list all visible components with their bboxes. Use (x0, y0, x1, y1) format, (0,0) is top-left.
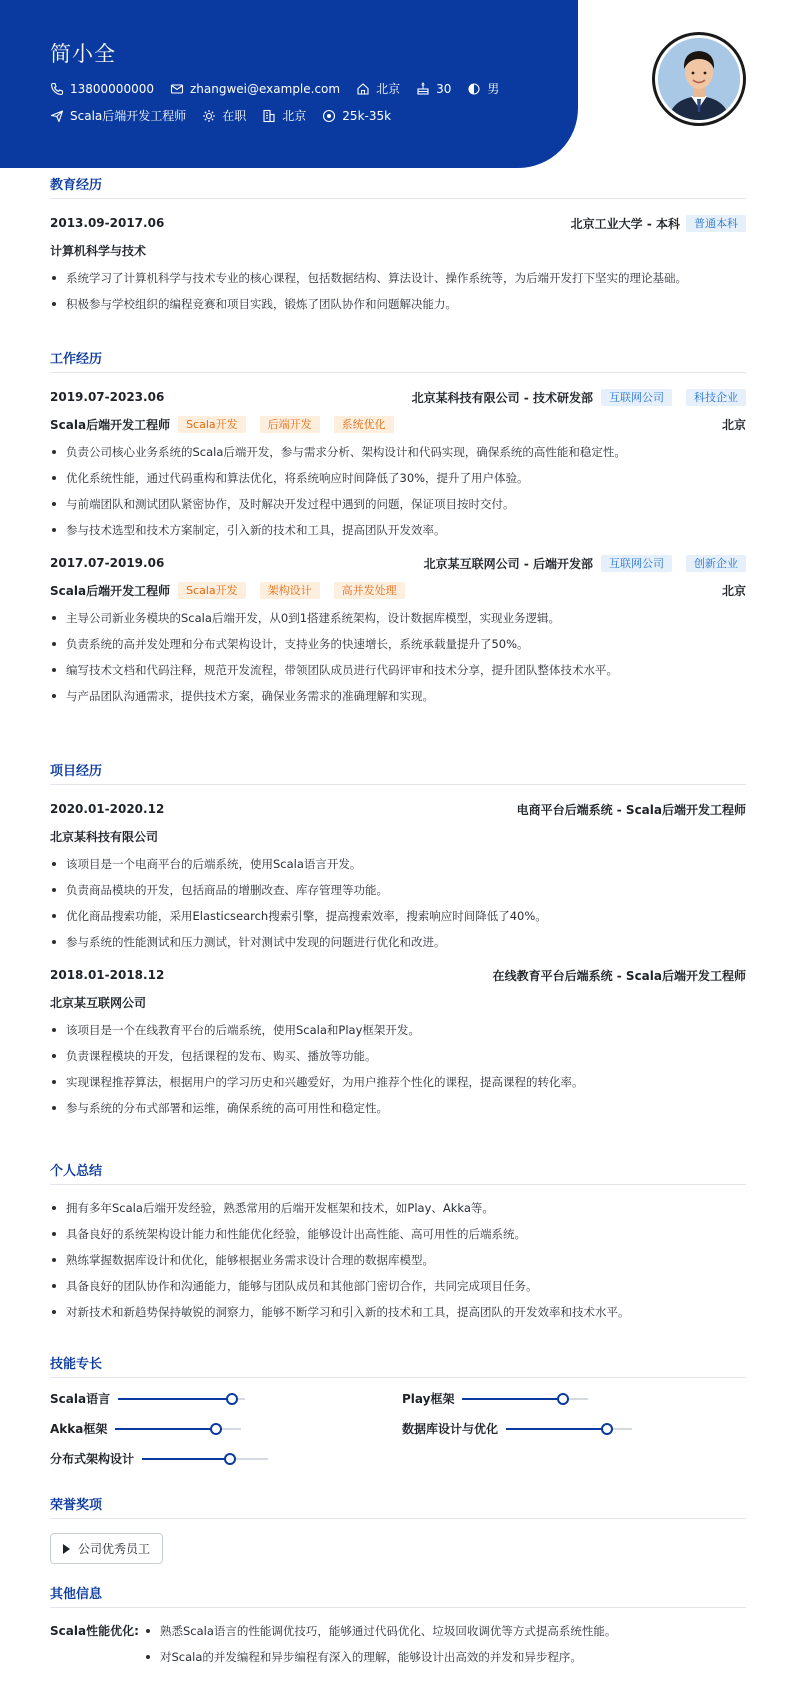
salary-text: 25k-35k (342, 108, 392, 123)
work-bullets (50, 605, 746, 709)
list-item: 具备良好的团队协作和沟通能力，能够与团队成员和其他部门密切合作，共同完成项目任务。 (50, 1273, 746, 1299)
send-icon (50, 109, 64, 123)
phone-item (50, 82, 154, 96)
role-name: Scala后端开发工程师 (50, 583, 171, 598)
project-bullets (50, 851, 746, 955)
section-title: 其他信息 (50, 1583, 746, 1608)
skill-fill (115, 1428, 216, 1430)
company-tag: 科技企业 (686, 389, 746, 406)
work-city-item (262, 107, 306, 124)
coin-icon (322, 109, 336, 123)
education-entry (50, 213, 746, 317)
list-item: 负责系统的高并发处理和分布式架构设计，支持业务的快速增长，系统承载量提升了50%。 (50, 631, 746, 657)
skill-knob (226, 1393, 238, 1405)
list-item: 负责课程模块的开发，包括课程的发布、购买、播放等功能。 (50, 1043, 746, 1069)
skill-bar (118, 1398, 245, 1400)
list-item: 拥有多年Scala后端开发经验，熟悉常用的后端开发框架和技术，如Play、Akka等。 (50, 1195, 746, 1221)
list-item: 具备良好的系统架构设计能力和性能优化经验，能够设计出高性能、高可用性的后端系统。 (50, 1221, 746, 1247)
job-title-text: Scala后端开发工程师 (70, 109, 187, 123)
work-period: 2017.07-2019.06 (50, 556, 165, 570)
list-item: 系统学习了计算机科学与技术专业的核心课程，包括数据结构、算法设计、操作系统等，为后端开发打下坚实的理论基础。 (50, 265, 746, 291)
skill-tag: Scala开发 (178, 582, 246, 599)
gender-icon (467, 82, 481, 96)
project-company: 北京某互联网公司 (50, 995, 147, 1010)
skill-item (50, 1420, 241, 1437)
avatar (652, 32, 746, 126)
skill-item (402, 1420, 632, 1437)
work-city: 北京 (721, 417, 746, 432)
project-company: 北京某科技有限公司 (50, 829, 159, 844)
status-text: 在职 (222, 109, 247, 123)
list-item: 该项目是一个电商平台的后端系统，使用Scala语言开发。 (50, 851, 746, 877)
work-entry (50, 553, 746, 709)
summary-bullets (50, 1195, 746, 1325)
list-item: 实现课程推荐算法，根据用户的学习历史和兴趣爱好，为用户推荐个性化的课程，提高课程的转化率。 (50, 1069, 746, 1095)
major-name: 计算机科学与技术 (50, 243, 147, 258)
skill-tag: 架构设计 (260, 582, 320, 599)
company-name: 北京某互联网公司 - 后端开发部 (423, 556, 593, 571)
avatar-photo (658, 38, 740, 120)
skills-grid (50, 1378, 746, 1478)
skill-tag: 系统优化 (334, 416, 394, 433)
job-title-item (50, 107, 186, 124)
list-item: 主导公司新业务模块的Scala后端开发，从0到1搭建系统架构，设计数据库模型，实现业务逻辑。 (50, 605, 746, 631)
skill-item (50, 1390, 245, 1407)
company-tag: 互联网公司 (601, 389, 672, 406)
list-item: 编写技术文档和代码注释，规范开发流程，带领团队成员进行代码评审和技术分享，提升团队整体技术水平。 (50, 657, 746, 683)
skill-knob (224, 1453, 236, 1465)
skill-tag: Scala开发 (178, 416, 246, 433)
job-row (50, 107, 407, 124)
education-bullets (50, 265, 746, 317)
candidate-name: 简小全 (50, 42, 116, 66)
list-item: 参与技术选型和技术方案制定，引入新的技术和工具，提高团队开发效率。 (50, 517, 746, 543)
skill-bar (115, 1428, 241, 1430)
list-item: 对Scala的并发编程和异步编程有深入的理解，能够设计出高效的并发和异步程序。 (144, 1644, 616, 1670)
list-item: 熟悉Scala语言的性能调优技巧，能够通过代码优化、垃圾回收调优等方式提高系统性能。 (144, 1618, 616, 1644)
list-item: 参与系统的性能测试和压力测试，针对测试中发现的问题进行优化和改进。 (50, 929, 746, 955)
list-item: 与产品团队沟通需求，提供技术方案，确保业务需求的准确理解和实现。 (50, 683, 746, 709)
skill-tag: 后端开发 (260, 416, 320, 433)
company-name: 北京某科技有限公司 - 技术研发部 (411, 390, 593, 405)
home-icon (356, 82, 370, 96)
skill-bar (462, 1398, 588, 1400)
education-tag: 普通本科 (686, 215, 746, 232)
work-bullets (50, 439, 746, 543)
skill-name: 分布式架构设计 (50, 1452, 135, 1466)
work-city: 北京 (721, 583, 746, 598)
email-text[interactable]: zhangwei@example.com (189, 81, 341, 96)
section-title: 工作经历 (50, 348, 746, 373)
list-item: 负责公司核心业务系统的Scala后端开发，参与需求分析、架构设计和代码实现，确保系统的高性能和稳定性。 (50, 439, 746, 465)
list-item: 对新技术和新趋势保持敏锐的洞察力，能够不断学习和引入新的技术和工具，提高团队的开发效率和技术水平。 (50, 1299, 746, 1325)
award-item (50, 1533, 163, 1564)
school-name: 北京工业大学 - 本科 (570, 216, 680, 231)
skill-bar (142, 1458, 268, 1460)
skill-name: Scala语言 (50, 1392, 111, 1406)
project-entry (50, 965, 746, 1121)
award-name: 公司优秀员工 (78, 1542, 151, 1556)
list-item: 负责商品模块的开发，包括商品的增删改查、库存管理等功能。 (50, 877, 746, 903)
skill-item (50, 1450, 268, 1467)
project-bullets (50, 1017, 746, 1121)
play-icon (63, 1544, 70, 1554)
work-entry (50, 387, 746, 543)
salary-item (322, 109, 391, 123)
mail-icon (170, 82, 184, 96)
education-section (50, 174, 746, 317)
header-banner (0, 0, 578, 168)
section-title: 个人总结 (50, 1160, 746, 1185)
company-tag: 互联网公司 (601, 555, 672, 572)
education-period: 2013.09-2017.06 (50, 216, 165, 230)
list-item: 优化系统性能，通过代码重构和算法优化，将系统响应时间降低了30%，提升了用户体验。 (50, 465, 746, 491)
summary-section (50, 1160, 746, 1325)
work-city-text: 北京 (282, 109, 307, 123)
project-name: 电商平台后端系统 - Scala后端开发工程师 (516, 802, 746, 817)
skills-section (50, 1353, 746, 1478)
list-item: 优化商品搜索功能，采用Elasticsearch搜索引擎，提高搜索效率，搜索响应时间降低了40%。 (50, 903, 746, 929)
age-item (416, 82, 451, 96)
skill-fill (142, 1458, 230, 1460)
gender-item (467, 80, 499, 97)
section-title: 技能专长 (50, 1353, 746, 1378)
projects-section (50, 760, 746, 1121)
skill-fill (462, 1398, 563, 1400)
skill-name: 数据库设计与优化 (402, 1422, 499, 1436)
other-bullets (144, 1618, 616, 1670)
list-item: 与前端团队和测试团队紧密协作，及时解决开发过程中遇到的问题，保证项目按时交付。 (50, 491, 746, 517)
gender-text: 男 (487, 82, 500, 96)
role-name: Scala后端开发工程师 (50, 417, 171, 432)
list-item: 参与系统的分布式部署和运维，确保系统的高可用性和稳定性。 (50, 1095, 746, 1121)
honors-section (50, 1494, 746, 1564)
project-name: 在线教育平台后端系统 - Scala后端开发工程师 (492, 968, 746, 983)
contact-row (50, 80, 515, 97)
phone-text[interactable]: 13800000000 (70, 81, 154, 96)
skill-knob (557, 1393, 569, 1405)
section-title: 荣誉奖项 (50, 1494, 746, 1519)
work-section (50, 348, 746, 709)
company-tag: 创新企业 (686, 555, 746, 572)
work-period: 2019.07-2023.06 (50, 390, 165, 404)
status-icon (202, 109, 216, 123)
project-entry (50, 799, 746, 955)
skill-name: Play框架 (402, 1392, 455, 1406)
section-title: 教育经历 (50, 174, 746, 199)
other-label: Scala性能优化: (50, 1624, 139, 1638)
location-item (356, 80, 400, 97)
section-title: 项目经历 (50, 760, 746, 785)
age-text: 30 (436, 81, 452, 96)
cake-icon (416, 82, 430, 96)
other-entry (50, 1618, 746, 1670)
skill-name: Akka框架 (50, 1422, 108, 1436)
building-icon (262, 109, 276, 123)
skill-fill (118, 1398, 232, 1400)
other-section (50, 1583, 746, 1670)
list-item: 积极参与学校组织的编程竞赛和项目实践，锻炼了团队协作和问题解决能力。 (50, 291, 746, 317)
project-period: 2018.01-2018.12 (50, 968, 165, 982)
email-item (170, 82, 340, 96)
location-text: 北京 (376, 82, 401, 96)
skill-fill (506, 1428, 607, 1430)
skill-knob (601, 1423, 613, 1435)
skill-tag: 高并发处理 (334, 582, 405, 599)
project-period: 2020.01-2020.12 (50, 802, 165, 816)
list-item: 该项目是一个在线教育平台的后端系统，使用Scala和Play框架开发。 (50, 1017, 746, 1043)
skill-knob (210, 1423, 222, 1435)
list-item: 熟练掌握数据库设计和优化，能够根据业务需求设计合理的数据库模型。 (50, 1247, 746, 1273)
skill-bar (506, 1428, 632, 1430)
phone-icon (50, 82, 64, 96)
status-item (202, 107, 246, 124)
skill-item (402, 1390, 588, 1407)
